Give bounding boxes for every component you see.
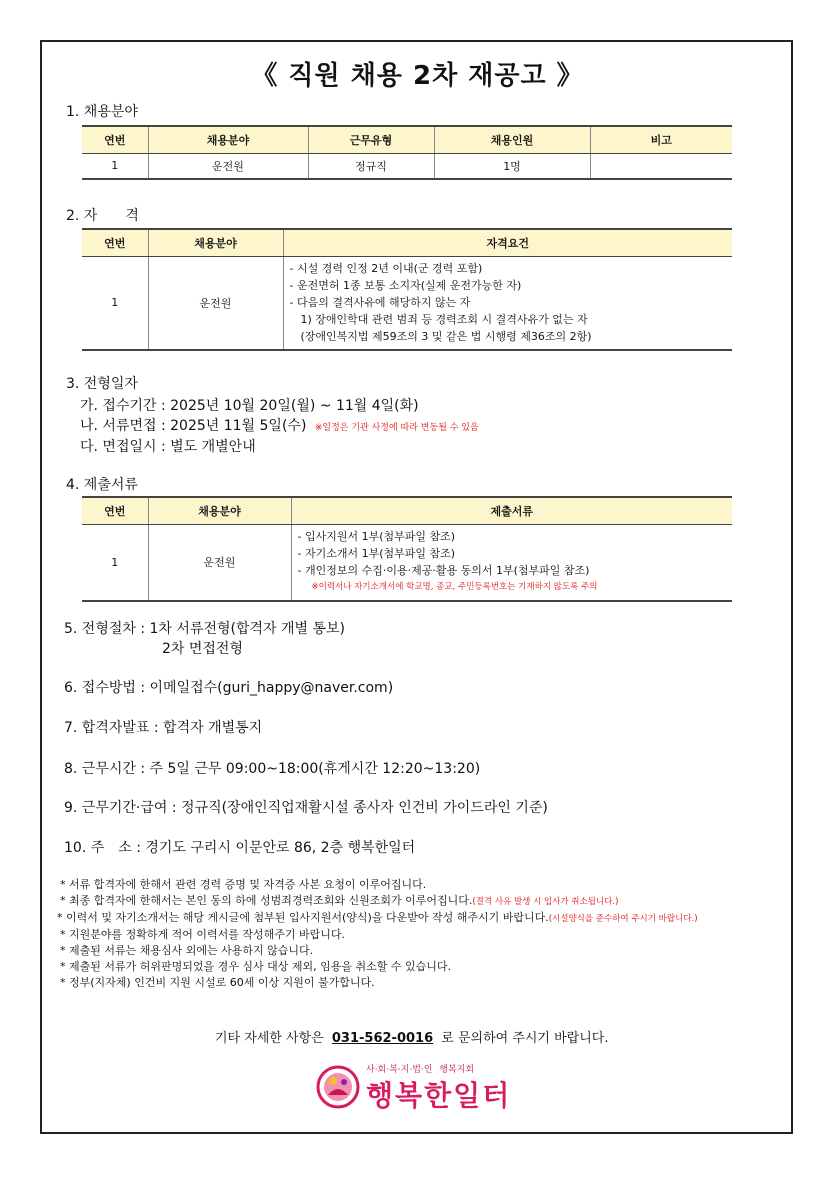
note-item xyxy=(60,893,698,910)
col-header: 채용분야 xyxy=(148,497,291,525)
table-cell: 운전원 xyxy=(148,154,308,179)
logo-name: 행복한일터 xyxy=(366,1079,512,1112)
working-hours: 8. 근무시간 : 주 5일 근무 09:00~18:00(휴게시간 12:20~13:20) xyxy=(64,761,481,777)
note-item: * 서류 합격자에 한해서 관련 경력 증명 및 자격증 사본 요청이 이루어집니다. xyxy=(60,878,427,891)
requirement-item: (장애인복지법 제59조의 3 및 같은 법 시행령 제36조의 2항) xyxy=(289,330,592,344)
qualification-table xyxy=(82,228,732,351)
note-text: * 최종 합격자에 한해서는 본인 동의 하에 성범죄경력조회와 신원조회가 이루어집니다. xyxy=(60,894,473,907)
documents-table xyxy=(82,496,732,602)
requirement-item: - 다음의 결격사유에 해당하지 않는 자 xyxy=(289,296,471,310)
col-header: 채용분야 xyxy=(148,229,283,257)
col-header: 채용인원 xyxy=(434,126,590,154)
document-review-date xyxy=(80,415,479,435)
col-header: 채용분야 xyxy=(148,126,308,154)
selection-process-line2: 2차 면접전형 xyxy=(162,641,243,657)
table-cell: 1 xyxy=(82,154,148,179)
table-cell: 1명 xyxy=(434,154,590,179)
col-header: 연번 xyxy=(82,497,148,525)
application-period: 가. 접수기간 : 2025년 10월 20일(월) ~ 11월 4일(화) xyxy=(80,398,419,414)
logo-org-small: 행복지회 xyxy=(439,1065,475,1075)
contact-phone: 031-562-0016 xyxy=(331,1031,434,1046)
note-red: (시설양식을 준수하여 주시기 바랍니다.) xyxy=(548,914,698,924)
section-1-heading: 1. 채용분야 xyxy=(66,104,138,120)
note-item: * 제출된 서류가 허위판명되었을 경우 심사 대상 제외, 임용을 취소할 수 있습니다. xyxy=(60,960,451,973)
interview-date: 다. 면접일시 : 별도 개별안내 xyxy=(80,439,256,455)
table-cell xyxy=(590,154,732,179)
col-header: 제출서류 xyxy=(291,497,732,525)
logo-emblem-icon xyxy=(316,1065,360,1109)
documents-cell xyxy=(291,525,732,601)
document-item: - 개인정보의 수집·이용·제공·활용 동의서 1부(첨부파일 참조) xyxy=(297,564,590,578)
contact-suffix: 로 문의하여 주시기 바랍니다. xyxy=(441,1031,609,1046)
table-cell: 운전원 xyxy=(148,257,283,350)
documents-note: ※이력서나 자기소개서에 학교명, 종교, 주민등록번호는 기재하지 않도록 주의 xyxy=(311,582,598,593)
requirement-item: - 운전면허 1종 보통 소지자(실제 운전가능한 자) xyxy=(289,279,522,293)
note-item: * 지원분야를 정확하게 적어 이력서를 작성해주기 바랍니다. xyxy=(60,928,345,941)
org-logo xyxy=(316,1062,521,1112)
table-cell: 1 xyxy=(82,525,148,601)
contact-prefix: 기타 자세한 사항은 xyxy=(215,1031,324,1046)
contact-line xyxy=(215,1027,609,1046)
notes-block xyxy=(57,877,698,991)
application-method: 6. 접수방법 : 이메일접수(guri_happy@naver.com) xyxy=(64,680,394,696)
col-header: 근무유형 xyxy=(308,126,434,154)
address: 10. 주 소 : 경기도 구리시 이문안로 86, 2층 행복한일터 xyxy=(64,840,416,856)
note-item xyxy=(57,910,698,927)
requirements-cell xyxy=(283,257,732,350)
requirement-item: - 시설 경력 인정 2년 이내(군 경력 포함) xyxy=(289,262,483,276)
section-3-heading: 3. 전형일자 xyxy=(66,376,138,392)
note-item: * 정부(지자체) 인건비 지원 시설로 60세 이상 지원이 불가합니다. xyxy=(60,976,375,989)
note-item: * 제출된 서류는 채용심사 외에는 사용하지 않습니다. xyxy=(60,944,314,957)
recruit-field-table xyxy=(82,125,732,180)
logo-category: 사·회·복·지·법·인 xyxy=(366,1065,433,1075)
document-item: - 입사지원서 1부(첨부파일 참조) xyxy=(297,530,456,544)
section-4-heading: 4. 제출서류 xyxy=(66,477,138,493)
document-item: - 자기소개서 1부(첨부파일 참조) xyxy=(297,547,456,561)
section-2-heading: 2. 자 격 xyxy=(66,208,139,224)
col-header: 연번 xyxy=(82,229,148,257)
page-title: 《 직원 채용 2차 재공고 》 xyxy=(251,61,584,91)
note-text: * 이력서 및 자기소개서는 해당 게시글에 첨부된 입사지원서(양식)을 다운받아 작성 해주시기 바랍니다. xyxy=(57,911,549,924)
table-cell: 1 xyxy=(82,257,148,350)
note-red: (결격 사유 발생 시 입사가 취소됩니다.) xyxy=(472,897,619,907)
table-cell: 운전원 xyxy=(148,525,291,601)
col-header: 비고 xyxy=(590,126,732,154)
document-review-text: 나. 서류면접 : 2025년 11월 5일(수) xyxy=(80,418,307,434)
schedule-change-note: ※일정은 기관 사정에 따라 변동될 수 있음 xyxy=(314,423,479,433)
col-header: 연번 xyxy=(82,126,148,154)
employment-salary: 9. 근무기간·급여 : 정규직(장애인직업재활시설 종사자 인건비 가이드라인 기준) xyxy=(64,800,548,816)
table-cell: 정규직 xyxy=(308,154,434,179)
selection-process-line1: 5. 전형절차 : 1차 서류전형(합격자 개별 통보) xyxy=(64,621,345,637)
requirement-item: 1) 장애인학대 관련 범죄 등 경력조회 시 결격사유가 없는 자 xyxy=(289,313,588,327)
col-header: 자격요건 xyxy=(283,229,732,257)
result-announcement: 7. 합격자발표 : 합격자 개별통지 xyxy=(64,720,263,736)
